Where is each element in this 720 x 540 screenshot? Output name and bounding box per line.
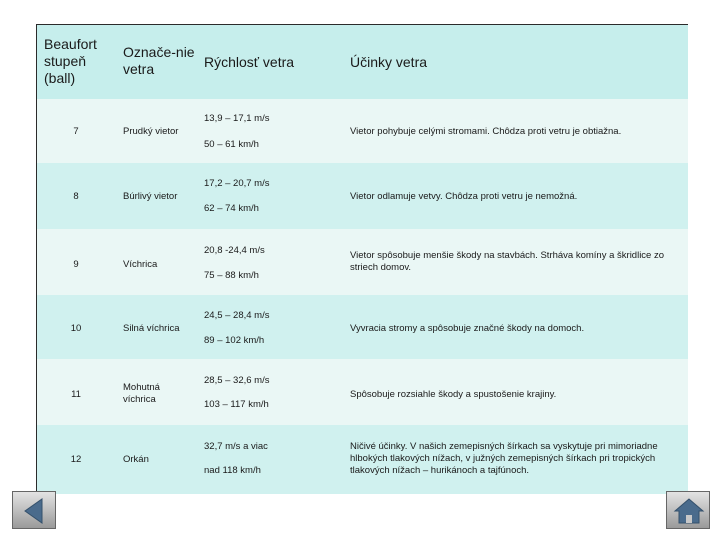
row-11-nazov: Mohutná víchrica xyxy=(123,382,160,405)
header-rychlost: Rýchlosť vetra xyxy=(204,54,295,70)
row-9-stupen: 9 xyxy=(73,259,79,270)
table-header-row xyxy=(37,25,688,99)
row-10-ucinky: Vyvracia stromy a spôsobuje značné škody na domoch. xyxy=(350,323,585,334)
row-10-kmh: 89 – 102 km/h xyxy=(204,335,265,346)
header-oznacenie: Označe-nie vetra xyxy=(123,44,195,77)
row-11-stupen: 11 xyxy=(71,389,81,400)
row-10-ms: 24,5 – 28,4 m/s xyxy=(204,310,270,321)
row-12-nazov: Orkán xyxy=(123,454,149,465)
wind-scale-table xyxy=(36,24,688,494)
row-12-stupen: 12 xyxy=(70,454,82,465)
row-7-nazov: Prudký vietor xyxy=(123,126,179,137)
header-ucinky: Účinky vetra xyxy=(350,54,428,70)
table-row xyxy=(37,229,688,295)
row-8-stupen: 8 xyxy=(73,191,79,202)
row-8-nazov: Búrlivý vietor xyxy=(123,191,178,202)
table-row xyxy=(37,359,688,425)
row-12-ms: 32,7 m/s a viac xyxy=(204,441,268,452)
row-12-ucinky: Ničivé účinky. V našich zemepisných šírkach sa vyskytuje pri mimoriadne hlbokých tlakových nížach, v južných zemepisných šírkach pri tropických tlakových nížach – hurikánoch a tajfúnoch. xyxy=(350,441,658,476)
row-11-kmh: 103 – 117 km/h xyxy=(204,399,269,410)
home-icon xyxy=(667,492,711,530)
row-9-ms: 20,8 -24,4 m/s xyxy=(204,245,265,256)
row-9-ucinky: Vietor spôsobuje menšie škody na stavbách. Strháva komíny a škridlice zo striech domov. xyxy=(350,250,665,273)
row-7-stupen: 7 xyxy=(73,126,79,137)
row-11-ms: 28,5 – 32,6 m/s xyxy=(204,375,270,386)
row-11-ucinky: Spôsobuje rozsiahle škody a spustošenie krajiny. xyxy=(350,389,557,400)
row-7-kmh: 50 – 61 km/h xyxy=(204,139,259,150)
back-button[interactable] xyxy=(12,491,56,529)
row-8-ms: 17,2 – 20,7 m/s xyxy=(204,178,270,189)
row-10-stupen: 10 xyxy=(70,323,82,334)
row-12-kmh: nad 118 km/h xyxy=(204,465,261,476)
row-7-ms: 13,9 – 17,1 m/s xyxy=(204,113,270,124)
back-arrow-icon xyxy=(13,492,57,530)
table-row xyxy=(37,295,688,359)
row-7-ucinky: Vietor pohybuje celými stromami. Chôdza proti vetru je obtiažna. xyxy=(350,126,622,137)
row-9-kmh: 75 – 88 km/h xyxy=(204,270,259,281)
table-row xyxy=(37,163,688,229)
row-9-nazov: Víchrica xyxy=(123,259,158,270)
home-button[interactable] xyxy=(666,491,710,529)
row-8-ucinky: Vietor odlamuje vetvy. Chôdza proti vetru je nemožná. xyxy=(350,191,578,202)
header-beaufort: Beaufort stupeň (ball) xyxy=(44,36,97,86)
table-row xyxy=(37,425,688,494)
table-row xyxy=(37,99,688,163)
row-10-nazov: Silná víchrica xyxy=(123,323,180,334)
row-8-kmh: 62 – 74 km/h xyxy=(204,203,259,214)
